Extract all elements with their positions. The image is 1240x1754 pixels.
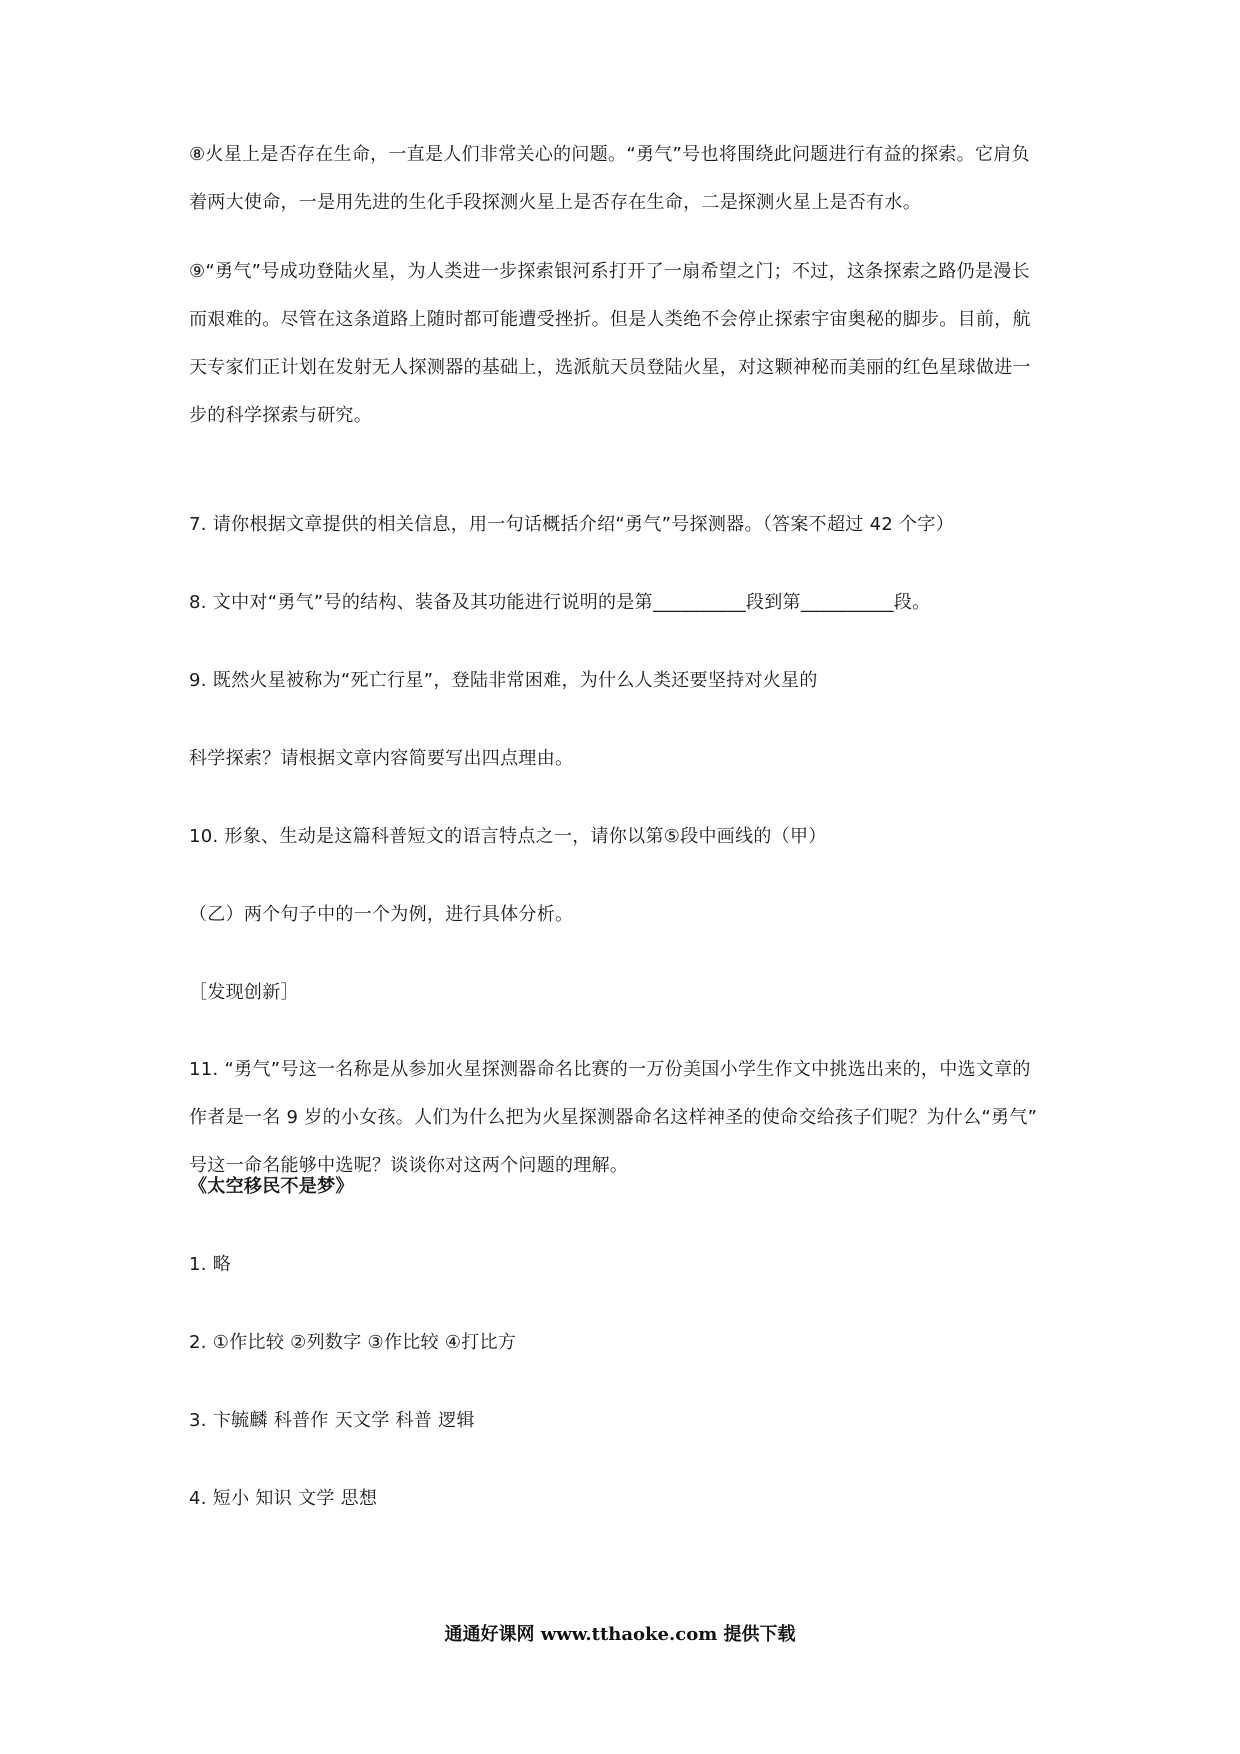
question-text: 7. 请你根据文章提供的相关信息，用一句话概括介绍“勇气”号探测器。（答案不超过 42 个字） — [189, 514, 954, 535]
page-footer: 通通好课网 www.tthaoke.com 提供下载 — [444, 1624, 796, 1645]
question-9 — [189, 657, 1059, 705]
question-9-continued — [189, 735, 1059, 783]
paragraph-9 — [189, 248, 1059, 440]
section-label — [189, 969, 1059, 1017]
section-heading: ［发现创新］ — [189, 982, 299, 1003]
question-10 — [189, 813, 1059, 861]
answer-2 — [189, 1319, 1059, 1367]
paragraph-8 — [189, 131, 1059, 227]
paragraph-line: ⑧火星上是否存在生命，一直是人们非常关心的问题。“勇气”号也将围绕此问题进行有益的探索。它肩负 — [189, 144, 1030, 165]
question-text: 号这一命名能够中选呢？谈谈你对这两个问题的理解。 — [189, 1155, 629, 1176]
question-text: 8. 文中对“勇气”号的结构、装备及其功能进行说明的是第__________段到第__________段。 — [189, 592, 931, 613]
question-10-continued — [189, 891, 1059, 939]
question-text: 10. 形象、生动是这篇科普短文的语言特点之一，请你以第⑤段中画线的（甲） — [189, 826, 827, 847]
answer-1 — [189, 1241, 1059, 1289]
question-7 — [189, 501, 1059, 549]
question-text: 科学探索？请根据文章内容简要写出四点理由。 — [189, 748, 574, 769]
paragraph-line: ⑨“勇气”号成功登陆火星，为人类进一步探索银河系打开了一扇希望之门；不过，这条探索之路仍是漫长 — [189, 261, 1030, 282]
answer-text: 3. 卞毓麟 科普作 天文学 科普 逻辑 — [189, 1410, 475, 1431]
paragraph-line: 步的科学探索与研究。 — [189, 405, 372, 426]
paragraph-line: 天专家们正计划在发射无人探测器的基础上，选派航天员登陆火星，对这颗神秘而美丽的红色星球做进一 — [189, 357, 1031, 378]
answer-3 — [189, 1397, 1059, 1445]
question-8 — [189, 579, 1059, 627]
paragraph-line: 着两大使命，一是用先进的生化手段探测火星上是否存在生命，二是探测火星上是否有水。 — [189, 192, 921, 213]
answer-text: 2. ①作比较 ②列数字 ③作比较 ④打比方 — [189, 1332, 517, 1353]
question-text: 作者是一名 9 岁的小女孩。人们为什么把为火星探测器命名这样神圣的使命交给孩子们呢？为什么“勇气” — [189, 1107, 1038, 1128]
answer-text: 4. 短小 知识 文学 思想 — [189, 1488, 378, 1509]
answer-text: 1. 略 — [189, 1254, 232, 1275]
question-text: 9. 既然火星被称为“死亡行星”，登陆非常困难，为什么人类还要坚持对火星的 — [189, 670, 818, 691]
answer-4 — [189, 1475, 1059, 1523]
question-text: （乙）两个句子中的一个为例，进行具体分析。 — [189, 904, 574, 925]
paragraph-line: 而艰难的。尽管在这条道路上随时都可能遭受挫折。但是人类绝不会停止探索宇宙奥秘的脚步。目前，航 — [189, 309, 1031, 330]
answers-heading: 《太空移民不是梦》 — [189, 1176, 354, 1197]
question-text: 11. “勇气”号这一名称是从参加火星探测器命名比赛的一万份美国小学生作文中挑选出来的，中选文章的 — [189, 1059, 1031, 1080]
answers-title — [189, 1163, 1059, 1211]
